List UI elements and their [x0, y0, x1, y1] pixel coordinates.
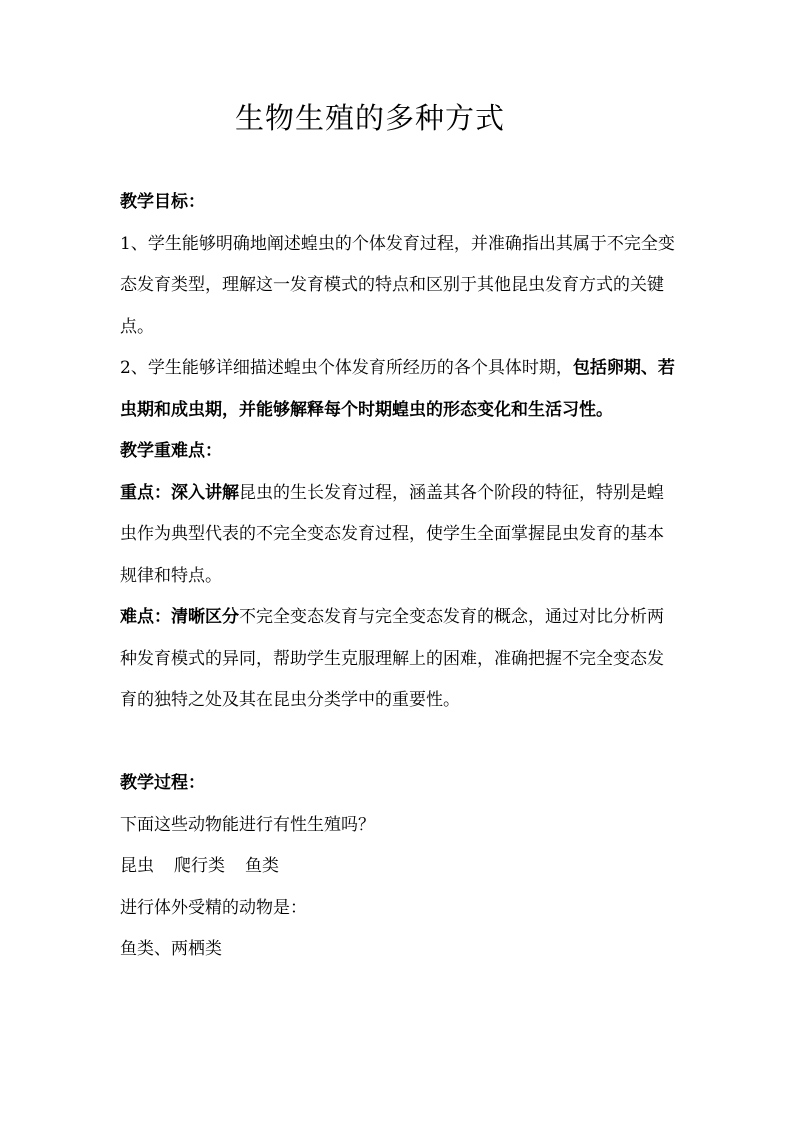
difficulty-paragraph: [120, 597, 680, 722]
blank-line: [120, 722, 680, 764]
difficulty-label: 难点：: [120, 607, 171, 627]
question-line: 下面这些动物能进行有性生殖吗？: [120, 814, 375, 835]
objective-2-bold-text: 包括卵期、若虫期和成虫期，并能够解释每个时期蝗虫的形态变化和生活习性。: [120, 358, 675, 420]
objective-1: 1、学生能够明确地阐述蝗虫的个体发育过程，并准确指出其属于不完全变态发育类型，理解这一发育模式的特点和区别于其他昆虫发育方式的关键点。: [120, 233, 675, 337]
document-body: [120, 182, 680, 971]
key-points-heading: 教学重难点：: [120, 441, 222, 461]
key-point-label: 重点：: [120, 482, 171, 503]
process-heading: 教学过程：: [120, 773, 205, 793]
key-point-text: 昆虫的生长发育过程，涵盖其各个阶段的特征，特别是蝗虫作为典型代表的不完全变态发育过程，使学生全面掌握昆虫发育的基本规律和特点。: [120, 482, 664, 586]
animal-list: [120, 846, 680, 888]
document-title: 生物生殖的多种方式: [234, 101, 505, 135]
animal-item: 爬行类: [174, 856, 225, 876]
animal-item: 昆虫: [120, 856, 154, 876]
external-fertilization-label: 进行体外受精的动物是：: [120, 897, 307, 918]
difficulty-emphasis: 清晰区分: [171, 607, 239, 627]
key-point-paragraph: [120, 473, 680, 598]
objective-2-text: 2、学生能够详细描述蝗虫个体发育所经历的各个具体时期，: [120, 358, 573, 378]
objectives-heading: 教学目标：: [120, 192, 205, 212]
animal-item: 鱼类: [245, 856, 279, 876]
difficulty-text: 不完全变态发育与完全变态发育的概念，通过对比分析两种发育模式的异同，帮助学生克服理解上的困难，准确把握不完全变态发育的独特之处及其在昆虫分类学中的重要性。: [120, 607, 664, 710]
key-point-emphasis: 深入讲解: [171, 482, 239, 503]
objective-2: [120, 348, 680, 431]
external-fertilization-answer: 鱼类、两栖类: [120, 939, 222, 959]
